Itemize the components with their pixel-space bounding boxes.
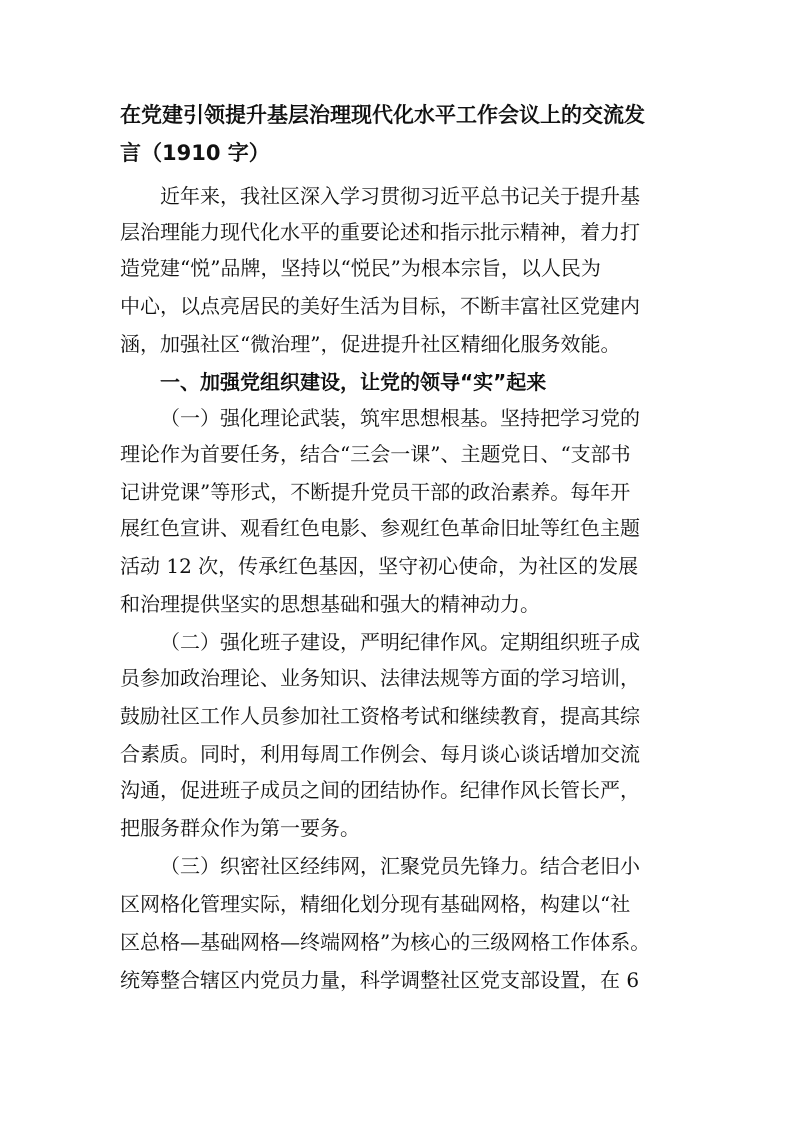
paragraph-line: 活动 12 次，传承红色基因，坚守初心使命，为社区的发展	[120, 554, 639, 578]
paragraph-line: 把服务群众作为第一要务。	[120, 816, 360, 840]
intro-line: 层治理能力现代化水平的重要论述和指示批示精神，着力打	[120, 220, 640, 244]
paragraph-line: 展红色宣讲、观看红色电影、参观红色革命旧址等红色主题	[120, 516, 640, 540]
document-title-line-1: 在党建引领提升基层治理现代化水平工作会议上的交流发	[120, 103, 645, 127]
intro-line: 涵，加强社区“微治理”，促进提升社区精细化服务效能。	[120, 332, 621, 356]
paragraph-line: （二）强化班子建设，严明纪律作风。定期组织班子成	[160, 630, 640, 654]
paragraph-line: （一）强化理论武装，筑牢思想根基。坚持把学习党的	[160, 406, 640, 430]
intro-line: 近年来，我社区深入学习贯彻习近平总书记关于提升基	[160, 184, 640, 208]
document-title-line-2: 言（1910 字）	[120, 141, 270, 165]
paragraph-line: 统筹整合辖区内党员力量，科学调整社区党支部设置，在 6	[120, 968, 640, 992]
paragraph-line: 员参加政治理论、业务知识、法律法规等方面的学习培训，	[120, 666, 640, 690]
paragraph-line: 合素质。同时，利用每周工作例会、每月谈心谈话增加交流	[120, 742, 640, 766]
intro-line: 中心，以点亮居民的美好生活为目标，不断丰富社区党建内	[120, 294, 640, 318]
paragraph-line: 区网格化管理实际，精细化划分现有基础网格，构建以“社	[120, 892, 631, 916]
paragraph-line: 鼓励社区工作人员参加社工资格考试和继续教育，提高其综	[120, 704, 640, 728]
paragraph-line: （三）织密社区经纬网，汇聚党员先锋力。结合老旧小	[160, 854, 640, 878]
section-heading: 一、加强党组织建设，让党的领导“实”起来	[160, 370, 547, 394]
intro-line: 造党建“悦”品牌，坚持以“悦民”为根本宗旨，以人民为	[120, 256, 601, 280]
paragraph-line: 和治理提供坚实的思想基础和强大的精神动力。	[120, 592, 540, 616]
paragraph-line: 区总格—基础网格—终端网格”为核心的三级网格工作体系。	[120, 930, 651, 954]
paragraph-line: 记讲党课”等形式，不断提升党员干部的政治素养。每年开	[120, 480, 631, 504]
paragraph-line: 理论作为首要任务，结合“三会一课”、主题党日、“支部书	[120, 442, 631, 466]
paragraph-line: 沟通，促进班子成员之间的团结协作。纪律作风长管长严，	[120, 778, 640, 802]
